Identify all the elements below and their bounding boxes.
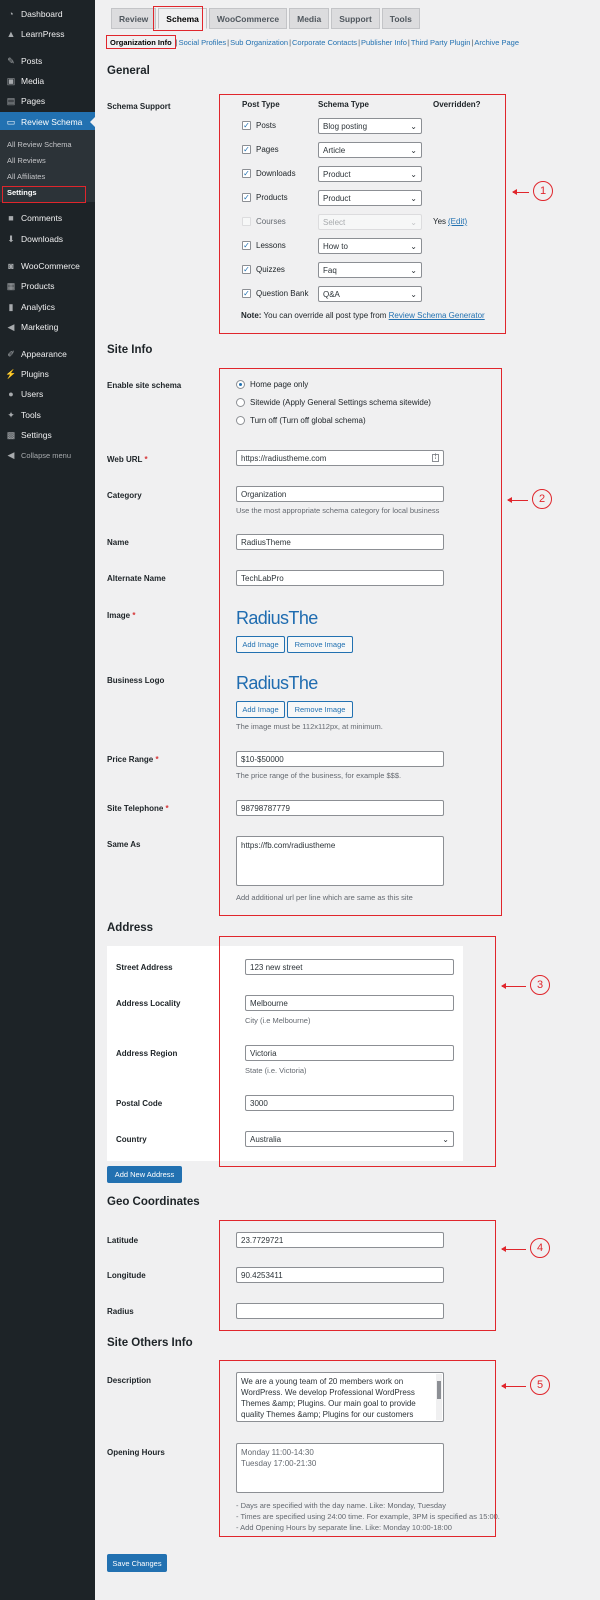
sidebar-item-label: Analytics	[21, 302, 56, 312]
post-type-courses: Courses	[256, 217, 286, 226]
sidebar-item-products[interactable]	[0, 276, 95, 296]
subtab-separator: |	[471, 38, 474, 47]
sidebar-item-plugins[interactable]	[0, 364, 95, 384]
remove-logo-button[interactable]: Remove Image	[287, 701, 353, 718]
chevron-down-icon: ⌄	[410, 218, 417, 227]
sidebar-item-label: Posts	[21, 56, 43, 66]
annotation-arrow-2	[508, 500, 528, 501]
collapse-menu-button[interactable]	[0, 445, 95, 465]
image-label	[107, 611, 135, 620]
sidebar-item-label: Dashboard	[21, 9, 63, 19]
tab-support[interactable]: Support	[331, 8, 380, 29]
price-range-label	[107, 755, 159, 764]
logo-description: The image must be 112x112px, at minimum.	[236, 722, 383, 731]
sidebar-item-downloads[interactable]	[0, 229, 95, 249]
street-address-value: 123 new street	[250, 962, 303, 972]
overridden-yes: Yes	[433, 217, 447, 226]
select-value: Select	[323, 217, 346, 227]
opening-hours-line: Tuesday 17:00-21:30	[241, 1459, 317, 1468]
tab-media[interactable]: Media	[289, 8, 329, 29]
subtab-separator: |	[289, 38, 292, 47]
site-info-heading: Site Info	[107, 344, 153, 356]
annotation-box-2	[219, 368, 502, 916]
web-url-label-text: Web URL	[107, 455, 143, 464]
pages-checkbox[interactable]: ✓	[243, 145, 250, 154]
sidebar-item-appearance[interactable]	[0, 344, 95, 364]
add-logo-button[interactable]: Add Image	[236, 701, 285, 718]
address-region-value: Victoria	[250, 1048, 277, 1058]
sidebar-item-tools[interactable]	[0, 405, 95, 425]
sidebar-item-review-schema[interactable]	[0, 112, 95, 132]
submenu-settings[interactable]: Settings	[7, 188, 37, 197]
chevron-down-icon: ⌄	[410, 242, 417, 251]
sidebar-item-analytics[interactable]	[0, 297, 95, 317]
price-range-description: The price range of the business, for example $$$.	[236, 771, 402, 780]
country-label: Country	[116, 1135, 147, 1144]
sidebar-item-learnpress[interactable]	[0, 24, 95, 44]
media-icon: ▣	[6, 75, 16, 86]
quizzes-checkbox[interactable]: ✓	[243, 265, 250, 274]
sidebar-item-label: Users	[21, 389, 44, 399]
chevron-down-icon: ⌄	[410, 290, 417, 299]
tab-schema[interactable]: Schema	[158, 8, 207, 29]
marketing-icon: ◀	[7, 321, 15, 332]
lessons-checkbox[interactable]: ✓	[243, 241, 250, 250]
sidebar-item-label: Plugins	[21, 369, 49, 379]
annotation-arrow-4	[502, 1249, 526, 1250]
chevron-down-icon: ⌄	[442, 1135, 449, 1144]
image-label-text: Image	[107, 611, 131, 620]
post-type-posts: Posts	[256, 121, 277, 130]
sidebar-item-label: Appearance	[21, 349, 67, 359]
collapse-icon: ◀	[7, 449, 15, 460]
sidebar-item-label: Pages	[21, 96, 46, 106]
annotation-callout-2: 2	[532, 489, 552, 509]
chevron-down-icon: ⌄	[410, 194, 417, 203]
address-heading: Address	[107, 922, 154, 934]
sidebar-item-label: Downloads	[21, 234, 64, 244]
submenu-all-review-schema[interactable]: All Review Schema	[7, 140, 72, 149]
chevron-down-icon: ⌄	[410, 146, 417, 155]
submenu-all-reviews[interactable]: All Reviews	[7, 156, 46, 165]
sidebar-item-label: WooCommerce	[21, 261, 80, 271]
annotation-box-schema-tab	[153, 6, 203, 31]
address-region-label: Address Region	[116, 1049, 178, 1058]
street-address-label: Street Address	[116, 963, 173, 972]
price-range-label-text: Price Range	[107, 755, 154, 764]
category-description: Use the most appropriate schema category for local business	[236, 506, 440, 515]
category-value: Organization	[241, 489, 287, 499]
annotation-callout-1: 1	[533, 181, 553, 201]
tab-tools[interactable]: Tools	[382, 8, 420, 29]
dashboard-icon: ◔	[8, 9, 14, 19]
web-url-label	[107, 455, 148, 464]
main-content	[95, 0, 600, 1600]
alternate-name-label: Alternate Name	[107, 574, 166, 583]
site-telephone-label	[107, 804, 169, 813]
sidebar-item-posts[interactable]	[0, 51, 95, 71]
collapse-label: Collapse menu	[21, 450, 72, 460]
sidebar-item-label: Marketing	[21, 322, 59, 332]
longitude-value: 90.4253411	[241, 1270, 283, 1280]
review-schema-generator-link[interactable]: Review Schema Generator	[388, 311, 485, 320]
business-logo-label: Business Logo	[107, 676, 165, 685]
annotation-arrow-5	[502, 1386, 526, 1387]
same-as-label: Same As	[107, 840, 141, 849]
address-locality-label: Address Locality	[116, 999, 181, 1008]
add-image-button[interactable]: Add Image	[236, 636, 285, 653]
review-schema-icon: ▭	[6, 116, 16, 127]
downloads-checkbox[interactable]: ✓	[243, 169, 250, 178]
appearance-icon: ✐	[7, 348, 15, 359]
business-logo-preview: RadiusThe	[236, 673, 318, 693]
option-turn-off: Turn off (Turn off global schema)	[250, 416, 366, 425]
settings-icon: ▩	[6, 429, 16, 440]
description-value: We are a young team of 20 members work on WordPress. We develop Professional WordPress Themes &amp; Plugins. Our main goal to provide quality Themes &amp; Plugins for our customers	[241, 1377, 416, 1419]
sidebar-item-label: LearnPress	[21, 29, 65, 39]
same-as-textarea[interactable]: https://fb.com/radiustheme	[236, 836, 444, 886]
sidebar-item-woocommerce[interactable]	[0, 256, 95, 276]
latitude-label: Latitude	[107, 1236, 139, 1245]
sidebar-item-marketing[interactable]	[0, 317, 95, 337]
annotation-box-4	[219, 1220, 496, 1331]
sidebar-item-label: Review Schema	[21, 117, 83, 127]
tools-icon: ✦	[7, 409, 15, 420]
latitude-value: 23.7729721	[241, 1235, 284, 1245]
web-url-value: https://radiustheme.com	[241, 453, 327, 463]
posts-checkbox[interactable]: ✓	[243, 121, 250, 130]
sidebar-item-settings[interactable]	[0, 425, 95, 445]
annotation-callout-5: 5	[530, 1375, 550, 1395]
subtab-separator: |	[227, 38, 230, 47]
subtab-social-profiles[interactable]: Social Profiles	[178, 38, 227, 47]
annotation-arrow-1	[513, 192, 529, 193]
post-type-pages: Pages	[256, 145, 279, 154]
general-heading: General	[107, 65, 150, 77]
subtab-separator: |	[175, 38, 178, 47]
sidebar-item-label: Media	[21, 76, 45, 86]
subtab-third-party-plugin[interactable]: Third Party Plugin	[410, 38, 471, 47]
col-post-type: Post Type	[242, 100, 280, 109]
option-home-page-only: Home page only	[250, 380, 309, 389]
overridden-edit-link[interactable]: (Edit)	[448, 217, 468, 226]
country-value: Australia	[250, 1134, 282, 1144]
save-changes-button[interactable]: Save Changes	[107, 1554, 167, 1572]
plugins-icon: ⚡	[5, 368, 17, 379]
add-new-address-button[interactable]: Add New Address	[107, 1166, 182, 1183]
site-others-info-heading: Site Others Info	[107, 1337, 193, 1349]
sidebar-item-media[interactable]	[0, 71, 95, 91]
annotation-box-3	[219, 936, 496, 1167]
subtab-separator: |	[358, 38, 361, 47]
annotation-box-5	[219, 1360, 496, 1537]
pages-icon: ▤	[6, 95, 16, 106]
hours-hint-2: - Times are specified using 24:00 time. For example, 3PM is specified as 15:00.	[236, 1512, 500, 1521]
name-value: RadiusTheme	[241, 537, 291, 547]
required-asterisk: *	[155, 755, 159, 764]
subtab-separator: |	[407, 38, 410, 47]
subtab-publisher-info[interactable]: Publisher Info	[361, 38, 407, 47]
chevron-down-icon: ⌄	[410, 266, 417, 275]
note-bold: Note:	[241, 311, 262, 320]
site-telephone-label-text: Site Telephone	[107, 804, 164, 813]
sidebar-item-comments[interactable]	[0, 208, 95, 228]
annotation-box-1	[219, 94, 506, 334]
sidebar-item-pages[interactable]	[0, 91, 95, 111]
postal-code-value: 3000	[250, 1098, 268, 1108]
enable-site-schema-label: Enable site schema	[107, 381, 182, 390]
longitude-label: Longitude	[107, 1271, 146, 1280]
address-locality-value: Melbourne	[250, 998, 288, 1008]
note-text: You can override all post type from	[263, 311, 387, 320]
post-type-downloads: Downloads	[256, 169, 296, 178]
same-as-description: Add additional url per line which are same as this site	[236, 893, 413, 902]
subtab-sub-organization[interactable]: Sub Organization	[230, 38, 289, 47]
col-schema-type: Schema Type	[318, 100, 369, 109]
select-value: Q&A	[323, 289, 340, 299]
tab-woocommerce[interactable]: WooCommerce	[209, 8, 287, 29]
category-label: Category	[107, 491, 142, 500]
required-asterisk: *	[132, 611, 136, 620]
sidebar-item-users[interactable]	[0, 384, 95, 404]
select-value: Article	[323, 145, 346, 155]
subtab-corporate-contacts[interactable]: Corporate Contacts	[292, 38, 358, 47]
annotation-callout-3: 3	[530, 975, 550, 995]
opening-hours-label: Opening Hours	[107, 1448, 165, 1457]
select-value: Faq	[323, 265, 337, 275]
postal-code-label: Postal Code	[116, 1099, 163, 1108]
chevron-down-icon: ⌄	[410, 122, 417, 131]
post-type-question-bank: Question Bank	[256, 289, 309, 298]
required-asterisk: *	[144, 455, 148, 464]
price-range-value: $10-$50000	[241, 754, 284, 764]
col-overridden: Overridden?	[433, 100, 481, 109]
geo-coordinates-heading: Geo Coordinates	[107, 1196, 200, 1208]
pin-icon: ✎	[7, 55, 15, 66]
comments-icon: ■	[8, 213, 14, 223]
downloads-icon: ⬇	[7, 233, 15, 244]
locality-description: City (i.e Melbourne)	[245, 1016, 311, 1025]
chevron-down-icon: ⌄	[410, 170, 417, 179]
opening-hours-line: Monday 11:00-14:30	[241, 1448, 314, 1457]
description-label: Description	[107, 1376, 152, 1385]
sidebar-item-dashboard[interactable]	[0, 4, 95, 24]
select-value: Product	[323, 169, 351, 179]
admin-sidebar	[0, 0, 95, 1600]
sidebar-item-label: Tools	[21, 410, 41, 420]
remove-image-button[interactable]: Remove Image	[287, 636, 353, 653]
select-value: How to	[323, 241, 348, 251]
products-icon: ▦	[6, 280, 16, 291]
annotation-box-settings	[2, 186, 86, 203]
learnpress-icon: ▲	[6, 29, 16, 39]
sidebar-item-label: Products	[21, 281, 55, 291]
option-sitewide: Sitewide (Apply General Settings schema sitewide)	[250, 398, 431, 407]
post-type-quizzes: Quizzes	[256, 265, 285, 274]
radius-label: Radius	[107, 1307, 134, 1316]
annotation-arrow-3	[502, 986, 526, 987]
name-label: Name	[107, 538, 129, 547]
select-value: Product	[323, 193, 351, 203]
required-asterisk: *	[165, 804, 169, 813]
subtab-archive-page[interactable]: Archive Page	[474, 38, 520, 47]
woocommerce-icon: ◙	[8, 261, 14, 271]
question-bank-checkbox[interactable]: ✓	[243, 289, 250, 298]
autofill-icon: ⁞	[432, 454, 439, 462]
schema-support-label: Schema Support	[107, 102, 171, 111]
hours-hint-1: - Days are specified with the day name. Like: Monday, Tuesday	[236, 1501, 446, 1510]
sidebar-item-label: Settings	[21, 430, 52, 440]
site-telephone-value: 98798787779	[241, 803, 290, 813]
hours-hint-3: - Add Opening Hours by separate line. Like: Monday 10:00-18:00	[236, 1523, 452, 1532]
image-preview-logo: RadiusThe	[236, 608, 318, 628]
annotation-callout-4: 4	[530, 1238, 550, 1258]
annotation-box-organization-info	[106, 35, 176, 49]
subtab-organization-info[interactable]: Organization Info	[110, 38, 172, 47]
users-icon: ●	[8, 389, 14, 399]
tab-review[interactable]: Review	[111, 8, 156, 29]
alternate-name-value: TechLabPro	[241, 573, 284, 583]
post-type-products: Products	[256, 193, 288, 202]
region-description: State (i.e. Victoria)	[245, 1066, 307, 1075]
analytics-icon: ▮	[8, 301, 14, 312]
sidebar-item-label: Comments	[21, 213, 63, 223]
submenu-all-affiliates[interactable]: All Affiliates	[7, 172, 46, 181]
select-value: Blog posting	[323, 121, 368, 131]
post-type-lessons: Lessons	[256, 241, 286, 250]
products-checkbox[interactable]: ✓	[243, 193, 250, 202]
